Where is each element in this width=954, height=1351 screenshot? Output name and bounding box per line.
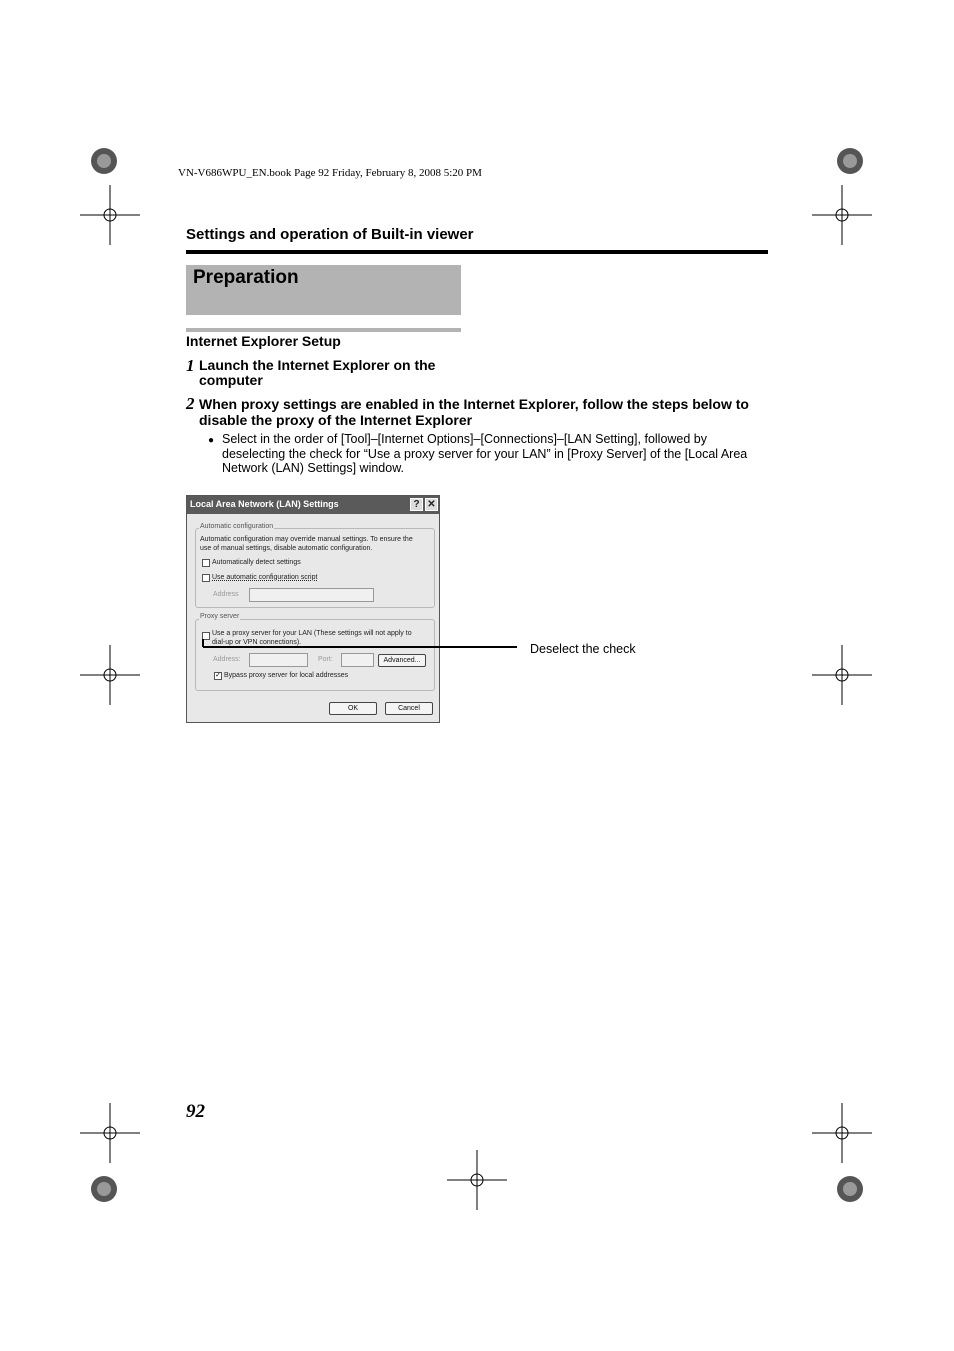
- auto-detect-label: Automatically detect settings: [212, 559, 301, 566]
- bypass-label: Bypass proxy server for local addresses: [224, 672, 349, 679]
- crosshair-mark-right-middle: [812, 645, 872, 705]
- dialog-title: Local Area Network (LAN) Settings: [190, 499, 339, 509]
- print-header: VN-V686WPU_EN.book Page 92 Friday, February 8, 2008 5:20 PM: [178, 167, 482, 179]
- lan-settings-dialog: [186, 495, 440, 723]
- crosshair-mark-bottom-center: [447, 1150, 507, 1210]
- preparation-title: Preparation: [193, 267, 299, 288]
- proxy-address-label: Address:: [213, 656, 241, 663]
- auto-desc-line-2: use of manual settings, disable automatic configuration.: [200, 545, 373, 552]
- step-1-line-1: Launch the Internet Explorer on the: [199, 357, 436, 373]
- page-number: 92: [186, 1101, 205, 1122]
- auto-script-label: Use automatic configuration script: [212, 574, 318, 581]
- crosshair-mark-right-top: [812, 185, 872, 245]
- subsection-title: Internet Explorer Setup: [186, 333, 341, 349]
- crosshair-mark-left-top: [80, 185, 140, 245]
- step-1-line-2: computer: [199, 372, 263, 388]
- ok-button[interactable]: OK: [329, 702, 377, 715]
- proxy-address-input[interactable]: [249, 653, 308, 667]
- registration-mark-top-right: [822, 133, 878, 189]
- bullet-text: [222, 432, 770, 476]
- step-1-number: 1: [186, 356, 195, 375]
- port-label: Port:: [318, 656, 333, 663]
- bullet-line-1: Select in the order of [Tool]–[Internet Options]–[Connections]–[LAN Setting], followed by: [222, 432, 708, 446]
- bullet-line-2: deselecting the check for “Use a proxy server for your LAN” in [Proxy Server] of the [Local Area: [222, 446, 748, 461]
- help-icon[interactable]: ?: [410, 498, 423, 511]
- close-icon[interactable]: ✕: [425, 498, 438, 511]
- auto-script-checkbox[interactable]: [202, 574, 210, 582]
- crosshair-mark-left-bottom: [80, 1103, 140, 1163]
- auto-detect-checkbox[interactable]: [202, 559, 210, 567]
- crosshair-mark-left-middle: [80, 645, 140, 705]
- registration-mark-bottom-left: [76, 1161, 132, 1217]
- subsection-rule: [186, 328, 461, 332]
- bullet-dot: ●: [208, 435, 215, 446]
- advanced-button[interactable]: Advanced...: [378, 654, 426, 667]
- callout-text: Deselect the check: [530, 642, 636, 656]
- step-2-text: [199, 396, 749, 428]
- proxy-server-label: Proxy server: [200, 613, 240, 620]
- bullet-line-3: Network (LAN) Settings] window.: [222, 461, 405, 475]
- registration-mark-top-left: [76, 133, 132, 189]
- port-input[interactable]: [341, 653, 374, 667]
- step-2-number: 2: [186, 394, 195, 413]
- script-address-label: Address: [213, 591, 239, 598]
- crosshair-mark-right-bottom: [812, 1103, 872, 1163]
- step-1-text: [199, 358, 435, 388]
- step-2-line-2: disable the proxy of the Internet Explorer: [199, 412, 473, 428]
- auto-config-description: [200, 535, 413, 553]
- section-rule: [186, 250, 768, 254]
- use-proxy-label: [212, 629, 412, 647]
- cancel-button[interactable]: Cancel: [385, 702, 433, 715]
- auto-desc-line-1: Automatic configuration may override manual settings. To ensure the: [200, 536, 413, 543]
- callout-tick: [202, 639, 204, 647]
- section-title: Settings and operation of Built-in viewer: [186, 226, 474, 243]
- step-2-line-1: When proxy settings are enabled in the Internet Explorer, follow the steps below to: [199, 396, 749, 412]
- callout-line: [203, 646, 517, 648]
- registration-mark-bottom-right: [822, 1161, 878, 1217]
- dialog-titlebar: [187, 496, 439, 514]
- script-address-input[interactable]: [249, 588, 374, 602]
- use-proxy-line-1: Use a proxy server for your LAN (These settings will not apply to: [212, 630, 412, 637]
- auto-config-label: Automatic configuration: [200, 523, 274, 530]
- use-proxy-line-2: dial-up or VPN connections).: [212, 639, 302, 646]
- bypass-checkbox[interactable]: ✓: [215, 672, 221, 679]
